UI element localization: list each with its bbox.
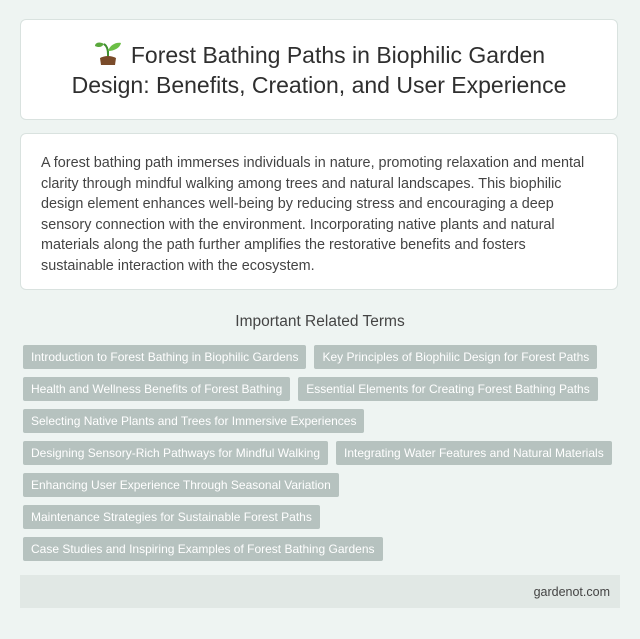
related-term-tag[interactable]: Designing Sensory-Rich Pathways for Mindful Walking <box>23 441 328 465</box>
related-terms-list <box>23 345 623 569</box>
sprout-icon <box>93 40 123 66</box>
related-term-tag[interactable]: Key Principles of Biophilic Design for Forest Paths <box>314 345 597 369</box>
page-title <box>21 40 617 100</box>
related-term-tag[interactable]: Selecting Native Plants and Trees for Immersive Experiences <box>23 409 364 433</box>
intro-paragraph: A forest bathing path immerses individuals in nature, promoting relaxation and mental clarity through mindful walking among trees and natural landscapes. This biophilic design element enhances well-being by reducing stress and encouraging a deep sensory connection with the environment. Incorporating native plants and natural materials along the path further amplifies the restorative benefits and fosters sustainable interaction with the ecosystem. <box>41 155 585 274</box>
related-term-tag[interactable]: Maintenance Strategies for Sustainable Forest Paths <box>23 505 320 529</box>
footer-bar <box>20 575 620 608</box>
footer-site-link[interactable]: gardenot.com <box>533 584 610 599</box>
intro-card <box>20 133 618 290</box>
page-title-text: Forest Bathing Paths in Biophilic Garden Design: Benefits, Creation, and User Experience <box>71 41 567 98</box>
related-term-tag[interactable]: Introduction to Forest Bathing in Biophilic Gardens <box>23 345 306 369</box>
related-term-tag[interactable]: Integrating Water Features and Natural Materials <box>336 441 612 465</box>
related-term-tag[interactable]: Case Studies and Inspiring Examples of Forest Bathing Gardens <box>23 537 383 561</box>
related-term-tag[interactable]: Health and Wellness Benefits of Forest Bathing <box>23 377 290 401</box>
title-card <box>20 19 618 120</box>
related-term-tag[interactable]: Essential Elements for Creating Forest Bathing Paths <box>298 377 597 401</box>
related-terms-heading: Important Related Terms <box>235 313 405 330</box>
related-term-tag[interactable]: Enhancing User Experience Through Seasonal Variation <box>23 473 339 497</box>
